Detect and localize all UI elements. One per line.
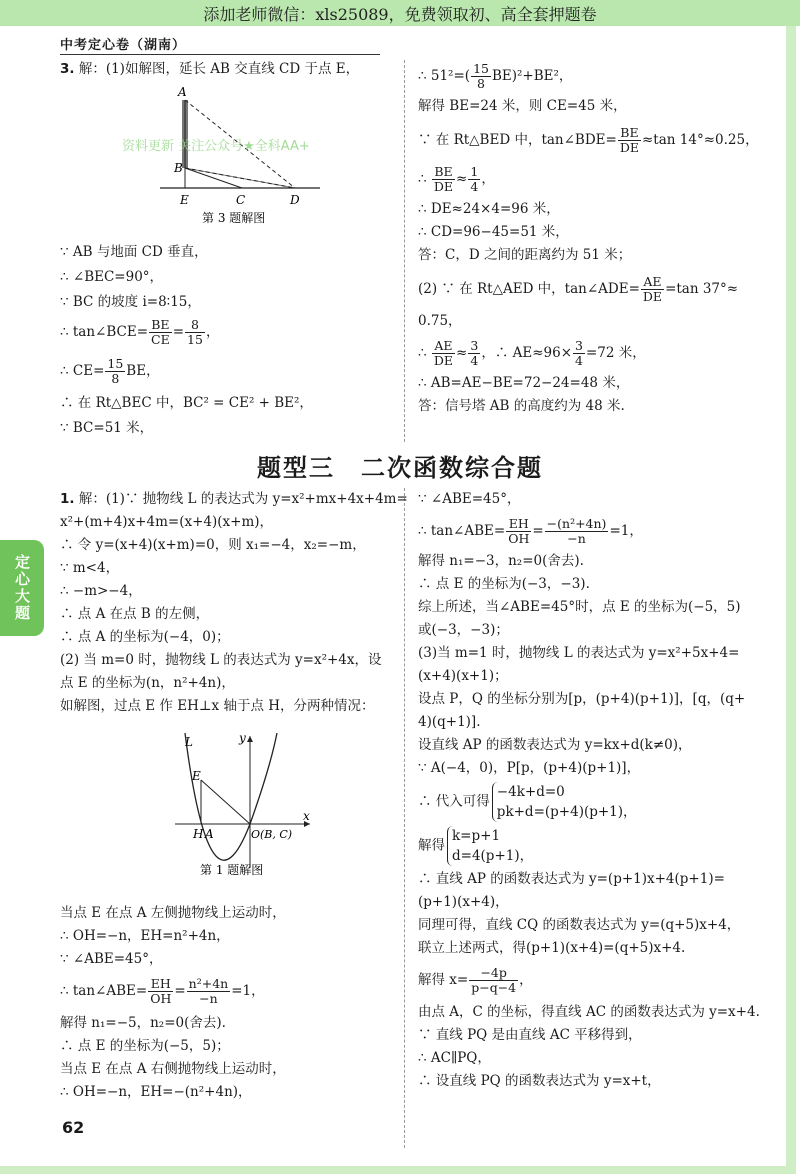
q3-right-line: ∴ DE≈24×4=96 米， bbox=[418, 201, 560, 217]
fraction: $\frac{EH}{OH}$ bbox=[150, 976, 172, 1006]
q1-fig-caption: 第 1 题解图 bbox=[200, 863, 264, 877]
q3-line-ce bbox=[60, 357, 390, 386]
q1-right-line: 或(−3，−3)； bbox=[418, 622, 509, 638]
q1-right-line: (3)当 m=1 时，抛物线 L 的表达式为 y=x²+5x+4= bbox=[418, 645, 740, 661]
fraction: $\frac{\text{n²+4n}}{-n}$ bbox=[188, 976, 229, 1006]
q1-right-line: ∵ ∠ABE=45°， bbox=[418, 491, 521, 507]
q1-right-line: 设直线 AP 的函数表达式为 y=kx+d(k≠0)， bbox=[418, 737, 692, 753]
parabola bbox=[185, 733, 277, 860]
fraction: $\frac{AE}{DE}$ bbox=[433, 338, 454, 368]
q3-text: BE， bbox=[126, 363, 160, 379]
q3-right-line-tan bbox=[418, 126, 778, 155]
q3-right-line: 0.75， bbox=[418, 313, 462, 329]
q3-right-line: 解得 BE=24 米，则 CE=45 米， bbox=[418, 98, 627, 114]
q1-line: 如解图，过点 E 作 EH⊥x 轴于点 H，分两种情况： bbox=[60, 698, 375, 714]
equation-system: k=p+1 d=4(p+1)， bbox=[447, 826, 533, 866]
label-l: L bbox=[185, 735, 193, 749]
q3-right-line: ∴ CD=96−45=51 米， bbox=[418, 224, 569, 240]
q1-right-line: 同理可得，直线 CQ 的函数表达式为 y=(q+5)x+4， bbox=[418, 917, 741, 933]
q3-right-line: 答：C，D 之间的距离约为 51 米； bbox=[418, 247, 632, 263]
q1-right-line: 综上所述，当∠ABE=45°时，点 E 的坐标为(−5，5) bbox=[418, 599, 741, 615]
label-e: E bbox=[180, 193, 189, 207]
fraction: $\frac{8}{15}$ bbox=[187, 317, 203, 347]
q1-line: ∴ 点 E 的坐标为(−5，5)； bbox=[60, 1038, 230, 1054]
side-tab: 定心大题 bbox=[0, 540, 44, 636]
slope-line bbox=[185, 168, 242, 188]
q1-line-tan: ∴ tan∠ABE= $\frac{EH}{OH}$ = $\frac{\text{n²+4n}}{-n}$ =1， bbox=[60, 976, 265, 1006]
q3-fig-caption: 第 3 题解图 bbox=[202, 211, 266, 225]
q1-line: x²+(m+4)x+4m=(x+4)(x+m)， bbox=[60, 514, 274, 530]
q1-text: ∴ 代入可得 bbox=[418, 793, 490, 810]
q1-right-line: ∴ 点 E 的坐标为(−3，−3). bbox=[418, 576, 590, 592]
q3-line: ∴ 在 Rt△BEC 中，BC² = CE² + BE²， bbox=[60, 395, 313, 411]
q3-line: ∵ AB 与地面 CD 垂直， bbox=[60, 244, 208, 260]
fraction: $\frac{15}{8}$ bbox=[473, 61, 489, 91]
q1-line: ∴ −m>−4， bbox=[60, 583, 142, 599]
q1-right-column bbox=[418, 488, 778, 1093]
q1-line: 解得 n₁=−5，n₂=0(舍去). bbox=[60, 1015, 226, 1031]
q1-line: 当点 E 在点 A 左侧抛物线上运动时， bbox=[60, 905, 286, 921]
q3-line: ∵ BC=51 米， bbox=[60, 420, 154, 436]
q3-right-line: 答：信号塔 AB 的高度约为 48 米. bbox=[418, 398, 625, 414]
q3-right-line: ∴ $\frac{BE}{DE}$ ≈ $\frac{1}{4}$ ， bbox=[418, 164, 495, 194]
book-title: 中考定心卷（湖南） bbox=[60, 38, 187, 53]
q1-right-system bbox=[418, 826, 778, 866]
q3-text: 解：(1)如解图，延长 AB 交直线 CD 于点 E， bbox=[78, 61, 360, 77]
q3-text: ∴ tan∠BCE= bbox=[60, 324, 149, 340]
q3-right-line: ∴ $\frac{AE}{DE}$ ≈ $\frac{3}{4}$ ，∴ AE≈96× $\frac{3}{4}$ =72 米， bbox=[418, 338, 646, 368]
fraction: $\frac{\text{−(n²+4n)}}{-n}$ bbox=[546, 516, 607, 546]
q1-line: (2) 当 m=0 时，抛物线 L 的表达式为 y=x²+4x，设 bbox=[60, 652, 382, 668]
q1-line: ∵ m<4， bbox=[60, 560, 120, 576]
label-a: A bbox=[205, 827, 214, 841]
q1-line: ∴ 点 A 在点 B 的左侧， bbox=[60, 606, 210, 622]
q1-text: =1， bbox=[609, 523, 643, 539]
q3-text: =tan 37°≈ bbox=[665, 281, 739, 297]
q3-text: ∴ CE= bbox=[60, 363, 105, 379]
fraction: $\frac{BE}{DE}$ bbox=[619, 125, 639, 155]
q1-number: 1. bbox=[60, 491, 75, 507]
q1-line: ∴ OH=−n，EH=n²+4n， bbox=[60, 928, 230, 944]
fraction: $\frac{3}{4}$ bbox=[470, 338, 479, 368]
sight-line-b-solid bbox=[185, 168, 295, 188]
fraction: $\frac{15}{8}$ bbox=[107, 356, 124, 386]
q1-right-line: ∴ 设直线 PQ 的函数表达式为 y=x+t， bbox=[418, 1073, 661, 1089]
q3-right-line-tan2 bbox=[418, 275, 778, 304]
q3-right-column bbox=[418, 62, 778, 418]
top-banner bbox=[0, 0, 800, 26]
label-e: E bbox=[192, 769, 201, 783]
q1-right-line: ∵ 直线 PQ 是由直线 AC 平移得到， bbox=[418, 1027, 642, 1043]
q1-text: 解：(1)∵ 抛物线 L 的表达式为 y=x²+mx+4x+4m= bbox=[78, 491, 408, 507]
label-o: O(B, C) bbox=[251, 828, 293, 841]
fraction: $\frac{1}{4}$ bbox=[470, 164, 479, 194]
q1-right-line-x: 解得 x= $\frac{-4p}{p-q-4}$ ， bbox=[418, 965, 533, 995]
label-b: B bbox=[174, 161, 183, 175]
fraction: $\frac{3}{4}$ bbox=[575, 338, 583, 368]
watermark: 资料更新 关注公众号★全科AA+ bbox=[122, 139, 310, 154]
header-rule bbox=[60, 54, 380, 55]
q3-text: ≈tan 14°≈0.25， bbox=[642, 132, 759, 148]
q1-text: ∴ tan∠ABE= bbox=[418, 523, 506, 539]
q1-right-line: ∵ A(−4，0)，P[p，(p+4)(p+1)]， bbox=[418, 760, 641, 776]
section-title: 题型三 二次函数综合题 bbox=[257, 454, 543, 482]
q1-text: =1， bbox=[231, 983, 265, 999]
q3-right-line: ∴ AB=AE−BE=72−24=48 米， bbox=[418, 375, 630, 391]
column-divider bbox=[404, 488, 405, 1148]
q1-right-line: (p+1)(x+4)， bbox=[418, 894, 509, 910]
equation-system: −4k+d=0 pk+d=(p+4)(p+1)， bbox=[492, 782, 637, 822]
label-c: C bbox=[236, 193, 246, 207]
q3-figure bbox=[150, 80, 330, 232]
q1-line: 点 E 的坐标为(n，n²+4n)， bbox=[60, 675, 235, 691]
q3-text: ∴ AE≈96× bbox=[494, 345, 573, 361]
q1-right-line: ∴ AC∥PQ， bbox=[418, 1050, 491, 1066]
q3-line-tan: ∴ tan∠BCE= $\frac{BE}{CE}$ = $\frac{8}{15}$ ， bbox=[60, 317, 220, 347]
q1-right-line: 解得 n₁=−3，n₂=0(舍去). bbox=[418, 553, 584, 569]
label-d: D bbox=[290, 193, 300, 207]
q1-line: ∴ 令 y=(x+4)(x+m)=0，则 x₁=−4，x₂=−m， bbox=[60, 537, 366, 553]
q1-line: ∵ ∠ABE=45°， bbox=[60, 951, 163, 967]
q3-text: ∵ 在 Rt△BED 中，tan∠BDE= bbox=[418, 132, 617, 148]
label-h: H bbox=[193, 827, 204, 841]
fraction: $\frac{AE}{DE}$ bbox=[642, 274, 663, 304]
q1-line: ∴ 点 A 的坐标为(−4，0)； bbox=[60, 629, 230, 645]
q1-right-system bbox=[418, 782, 778, 822]
column-divider bbox=[404, 60, 405, 442]
q3-text: (2) ∵ 在 Rt△AED 中，tan∠ADE= bbox=[418, 281, 640, 297]
fraction: $\frac{BE}{DE}$ bbox=[433, 164, 454, 194]
q1-right-line: 联立上述两式，得(p+1)(x+4)=(q+5)x+4. bbox=[418, 940, 686, 956]
q1-right-line: 设点 P，Q 的坐标分别为[p，(p+4)(p+1)]，[q，(q+ bbox=[418, 691, 746, 707]
q3-text: =72 米， bbox=[585, 345, 646, 361]
q1-text: 解得 bbox=[418, 837, 445, 854]
q1-right-line-tan: ∴ tan∠ABE= $\frac{EH}{OH}$ = $\frac{\text{−(n²+4n)}}{-n}$ =1， bbox=[418, 516, 643, 546]
q3-line: ∴ ∠BEC=90°， bbox=[60, 269, 164, 285]
q3-number: 3. bbox=[60, 61, 75, 77]
q1-right-line: 4)(q+1)]. bbox=[418, 714, 481, 730]
fraction: $\frac{BE}{CE}$ bbox=[151, 317, 170, 347]
q1-line-1 bbox=[60, 488, 408, 511]
q3-right-line: ∴ 51²=( $\frac{15}{8}$ BE)²+BE²， bbox=[418, 61, 573, 91]
label-y: y bbox=[239, 731, 246, 745]
fraction: $\frac{EH}{OH}$ bbox=[508, 516, 530, 546]
q1-right-line: 由点 A，C 的坐标，得直线 AC 的函数表达式为 y=x+4. bbox=[418, 1004, 760, 1020]
top-banner-text: 添加老师微信：xls25089，免费领取初、高全套押题卷 bbox=[203, 5, 597, 24]
q1-right-line: (x+4)(x+1)； bbox=[418, 668, 508, 684]
eb-line bbox=[201, 780, 250, 824]
page-number: 62 bbox=[62, 1118, 85, 1137]
q1-line: ∴ OH=−n，EH=−(n²+4n)， bbox=[60, 1084, 252, 1100]
q1-figure bbox=[165, 728, 315, 878]
q1-right-line: ∴ 直线 AP 的函数表达式为 y=(p+1)x+4(p+1)= bbox=[418, 871, 725, 887]
fraction: $\frac{-4p}{p-q-4}$ bbox=[471, 965, 517, 995]
label-a: A bbox=[178, 85, 187, 99]
q3-line-1 bbox=[60, 58, 390, 81]
q3-line: ∵ BC 的坡度 i=8∶15， bbox=[60, 294, 201, 310]
q1-line: 当点 E 在点 A 右侧抛物线上运动时， bbox=[60, 1061, 286, 1077]
q1-text: 解得 x= bbox=[418, 972, 469, 988]
label-x: x bbox=[303, 809, 310, 823]
q1-text: ∴ tan∠ABE= bbox=[60, 983, 148, 999]
